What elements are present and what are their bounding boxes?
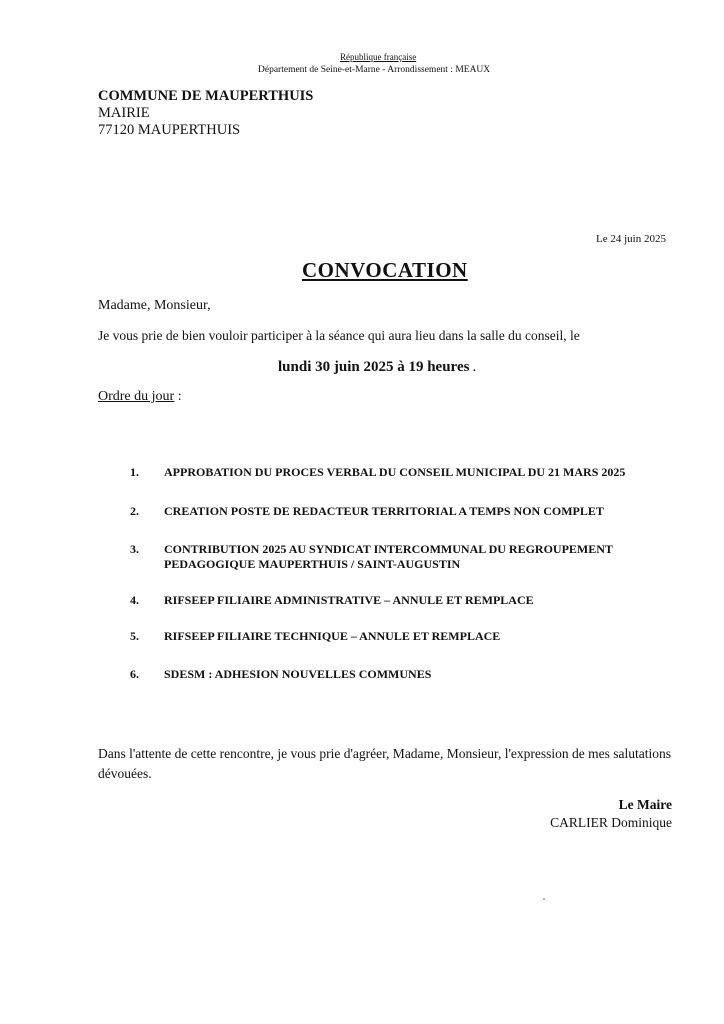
meeting-when: lundi 30 juin 2025 à 19 heures bbox=[278, 359, 470, 375]
commune-name: COMMUNE DE MAUPERTHUIS bbox=[98, 88, 314, 104]
salutation: Madame, Monsieur, bbox=[98, 298, 211, 313]
agenda-item-text: CONTRIBUTION 2025 AU SYNDICAT INTERCOMMUNAL DU REGROUPEMENT PEDAGOGIQUE MAUPERTHUIS / SAINT-AUGUSTIN bbox=[164, 542, 613, 571]
signature-role: Le Maire bbox=[618, 797, 672, 812]
agenda-item-number: 6. bbox=[130, 667, 139, 681]
letter-date: Le 24 juin 2025 bbox=[596, 233, 666, 245]
meeting-date bbox=[278, 359, 476, 376]
intro-paragraph: Je vous prie de bien vouloir participer à la séance qui aura lieu dans la salle du conseil, le bbox=[98, 328, 580, 343]
signature-name: CARLIER Dominique bbox=[550, 815, 672, 830]
sender-address: 77120 MAUPERTHUIS bbox=[98, 122, 241, 138]
closing-paragraph: Dans l'attente de cette rencontre, je vous prie d'agréer, Madame, Monsieur, l'expression de mes salutations dévouées. bbox=[98, 746, 672, 781]
agenda-item-text: CREATION POSTE DE REDACTEUR TERRITORIAL A TEMPS NON COMPLET bbox=[164, 504, 604, 518]
republique-francaise-label: République française bbox=[340, 52, 417, 62]
agenda-heading bbox=[98, 389, 182, 405]
agenda-label-colon: : bbox=[174, 389, 182, 404]
agenda-item-number: 1. bbox=[130, 465, 139, 479]
departement-label: Département de Seine-et-Marne - Arrondissement : MEAUX bbox=[258, 65, 491, 75]
agenda-item-number: 2. bbox=[130, 504, 139, 518]
agenda-label: Ordre du jour bbox=[98, 389, 175, 404]
agenda-item-number: 3. bbox=[130, 542, 139, 556]
mairie-label: MAIRIE bbox=[98, 105, 150, 121]
agenda-item-text: RIFSEEP FILIAIRE ADMINISTRATIVE – ANNULE ET REMPLACE bbox=[164, 593, 534, 607]
agenda-item-text: SDESM : ADHESION NOUVELLES COMMUNES bbox=[164, 667, 432, 681]
meeting-period: . bbox=[472, 359, 477, 375]
agenda-item-text: APPROBATION DU PROCES VERBAL DU CONSEIL MUNICIPAL DU 21 MARS 2025 bbox=[164, 465, 626, 479]
agenda-item-number: 4. bbox=[130, 593, 139, 607]
sender-block bbox=[98, 88, 313, 139]
page-title: CONVOCATION bbox=[302, 258, 468, 282]
scan-speck bbox=[543, 898, 545, 900]
agenda-item-text: RIFSEEP FILIAIRE TECHNIQUE – ANNULE ET REMPLACE bbox=[164, 629, 501, 643]
agenda-item-number: 5. bbox=[130, 629, 139, 643]
